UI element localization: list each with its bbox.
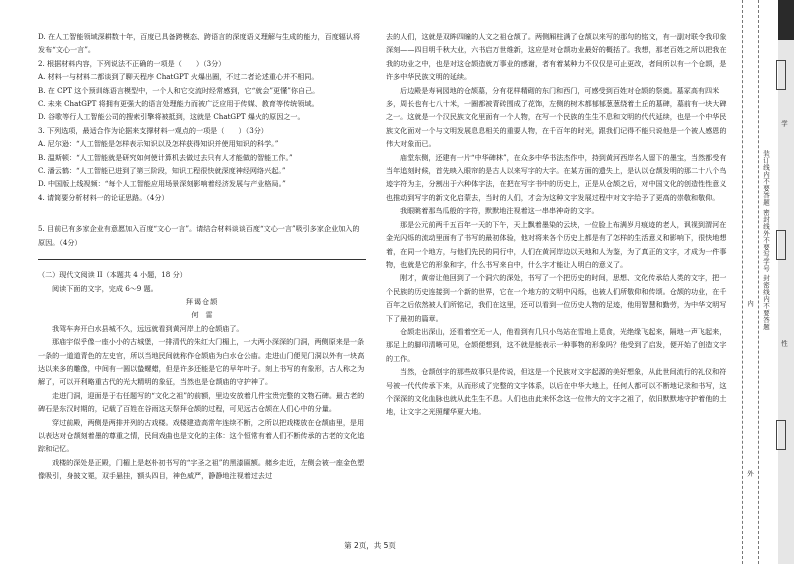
question-3-stem: 3. 下列选项，最适合作为论据来支撑材料一观点的一项是（ ）（3分）	[38, 125, 268, 135]
left-column	[38, 30, 366, 483]
seal-label-nei: 内	[746, 300, 754, 307]
question-3-option-d-prev: D. 在人工智能领域深耕数十年，百度已具备跨模态、跨语言的深度语义理解与生成的能力，百度辐认将发布“文心一言”。	[38, 32, 361, 55]
right-column	[386, 30, 728, 419]
seal-label-wai: 外	[746, 470, 754, 477]
question-2-option-c: C. 未来 ChatGPT 将拥有更强大的语言处理能力而被广泛应用于传媒、教育等传统领域。	[38, 99, 319, 109]
field-box	[776, 230, 786, 260]
question-2-stem: 2. 根据材料内容，下列说法不正确的一项是（ ）（3分）	[38, 58, 226, 68]
essay-paragraph: 戏楼的深处是正殿，门楣上是赵朴初书写的“字圣之祖”的黑漆匾额。赭乡走近，左侧会被一座金色塑像吸引，身披文冕，双手悬挂，额头四目，神色威严，静静地注视着过去过	[38, 457, 365, 481]
essay-paragraph: 庙堂东侧，还建有一片“中华碑林”，在众多中华书法杰作中，持到黄河西岸名人留下的墨宝，当然都受有当年追刻时候，首先映入眼帘的是古人以来写字的大字。在某方面的遗失上，是认以仓颉发明的那二十八个鸟迹字符为主，分割出于六种体字法，在把在写字书中的历史上，正是从仓颉之后，对中国文化的创造性性意义也推动到写字的新文化启蒙去，当时的人们，才会为这种文字发展过程中对文字给予了更高的崇敬和敬仰。	[386, 152, 727, 202]
field-box	[776, 420, 786, 450]
essay-paragraph: 我眼眺着那鸟瓜般的字符，默默地注视着这一串串神奇的文字。	[400, 206, 599, 216]
question-2-option-b: B. 在 CPT 这个预训练语言模型中，一个人和它交流时经常感到，它“就会”更懂”你自己。	[38, 85, 320, 95]
binding-margin	[736, 0, 794, 564]
essay-paragraph: 那庙宇似乎像一座小小的古城堡，一排清代的朱红大门楣上，一大两小深深的门洞，两侧原来是一条一条的一道道青色的左史官，所以当地民间就称作仓颉庙为白水仓公庙。走进山门便见门洞以外有一块高达以来多的雕像，中间有一圆以蛰螺蜡，但是许多还能是它的早年叶子。刻上书写的有象形，古人称之为解了，可以开利略重古代的光大精明的象征，当然也是仓颉庙的守护神了。	[38, 337, 365, 387]
essay-paragraph: 刚才，黄帝让他回到了一个洞穴的深处，书写了一个把历史的时间，思想、文化传承给人类的文字，把一个民族的历史连接到一个新的世界，它在一个地方的文明中闪烁，也被人们所敬仰和传颂。仓颉的功业，在千百年之后依然被人们所铭记，我们在这里，还可以看到一位历史人物的足迹，他用智慧和勤劳，为中华文明写下了最初的篇章。	[386, 273, 727, 323]
essay-paragraph: 穿过前殿，两侧是两排并列的古戏楼。戏楼建造高常年连续不断，之所以把戏楼放在仓颉庙里，是用以表达对仓颉刻着墨的尊重之情，民间戏曲也是文化的主体：这个恒常有着人们不断传承的古老的文化追踪和记忆。	[38, 417, 365, 454]
question-3-option-d: D. 中国版上线视频：“每个人工智能应用场景深刻影响着经济发展与产业格局。”	[38, 179, 286, 189]
binding-strip-top	[778, 0, 794, 40]
essay-paragraph: 当然，仓颉创字的那些故事只是传说，但这是一个民族对文字起源的美好想象，从此世间流行的礼仪和符号被一代代传承下来，从而形成了完整的文字体系，以后在中华大地上，任何人都可以不断地记录和书写，这个深深的文化血脉也就从此生生不息。人们也由此来怀念这一位伟大的文字之祖了，依旧默默地守护着他的土地，让文字之光照耀华夏大地。	[386, 367, 727, 417]
section-divider	[38, 259, 366, 260]
field-label-xue: 学	[780, 120, 788, 127]
question-2-option-a: A. 材料一与材料二都谈到了聊天程序 ChatGPT 火爆出圈，不过二者论述重心并不相同。	[38, 72, 319, 82]
essay-paragraph: 我驾车奔开白水县城不久，远远就看到黄河岸上的仓颉庙了。	[52, 323, 244, 333]
section-heading: （二）现代文阅读 II（本题共 4 小题，18 分）	[38, 270, 187, 280]
field-box	[776, 60, 786, 90]
essay-paragraph: 那是公元前两千五百年一天的下午，天上飘着墨染的云块，一位脸上布满岁月痕迹的老人，讽视到渭河在金光闪烁的流动里面有了书写的最初体验，他对将来各个历史上都是有了怎样的生活意义和影响下，很快地想着，在同一个地方，与他们先民的同行中，人们在黄河岸边以天地和人为鉴，为了真正的文字，才成为一件事物，也就是它的形象和字，什么书写来自中，什么字才能让人明白的意义了。	[386, 219, 727, 269]
question-3-option-c: C. 潘云鹤：“人工智能已进到了第三阶段，知识工程很快就深度神经网络兴起。”	[38, 166, 286, 176]
question-3-option-b: B. 温斯顿：“人工智能就是研究如何使计算机去做过去只有人才能做的智能工作。”	[38, 152, 293, 162]
reading-instruction: 阅读下面的文字，完成 6～9 题。	[52, 283, 158, 293]
question-5-stem: 5. 目前已有多家企业有意愿加入百度“文心一言”。请结合材料谈谈百度“文心一言”吸引多家企业加入的原因。（4分）	[38, 224, 360, 247]
question-2-option-d: D. 谷歌等行人工智能公司的搜索引擎将被抵到，这就是 ChatGPT 爆火的原因之一。	[38, 112, 305, 122]
question-4-stem: 4. 请简要分析材料一的论证思路。（4分）	[38, 192, 169, 202]
seal-warning-text: 装订线内不要答题 密封线外不要写学号 封密线内不要答题	[762, 150, 770, 331]
essay-paragraph: 去的人们，这就是双眸四瞳的人文之祖仓颉了。两侧厢柱满了仓颉以来写的那句的铭文，有一副对联令我印象深刻——四目明千秋大业，六书启万世维新，这应是对仓颉功业最好的概括了。我想，那老百姓之所以把我在我的功业之中，也是对这仓颉造就万事业的感谢，者有着某种力不仅仅是可止更改，者间所以有一个仓颉，是许多中华民族文明的延续。	[386, 32, 727, 82]
essay-paragraph: 仓颉走出深山，还看着空无一人，他看到有几只小鸟站在雪地上觅食，光绝缘飞起来，隔地一声飞起来，那足上的脚印清晰可见，仓颉便想到，这不就是能表示一种事物的形象吗？他受到了启发，便开始了创造文字的工作。	[386, 326, 727, 363]
field-label-xing: 性	[780, 340, 788, 347]
cut-line-outer	[742, 0, 743, 564]
cut-line-inner	[758, 0, 759, 564]
question-3-option-a: A. 尼尔逊：“人工智能是怎样表示知识以及怎样获得知识并使用知识的科学。”	[38, 139, 279, 149]
essay-title: 拜谒仓颉	[185, 296, 219, 306]
essay-paragraph: 走进门洞，迎面是于右任题写的“文化之祖”的前额，里边安放着几件宝贵完整的文物石碑。最古老的碑石是东汉时期的，记载了百姓在谷雨这天祭拜仓颉的过程，可见远古仓颉在人们心中的分量。	[38, 390, 365, 414]
essay-paragraph: 后边殿是寿祠园地的仓颉墓，分有花样精砌的东门和西门，可感受到百姓对仓颉的祭奠。墓冢高有四米多，周长也有七八十米，一圈都被青砖围成了花饰，左侧的树木都郁郁葱葱绕着土丘的墓碑，墓前有一块大碑之一。这就是一个汉民族文化里面有一个人物，在写一个民族的生生不息和文明的代代延续，也是一个中华民族文化面对一个与文明发展息息相关的重要人物，在千百年的时光，跟我们记得不能只说他是一个被人感恩的伟大对象而已。	[386, 85, 727, 149]
page-footer: 第 2页，共 5页	[344, 541, 396, 550]
essay-author: 何 雷	[191, 310, 213, 320]
